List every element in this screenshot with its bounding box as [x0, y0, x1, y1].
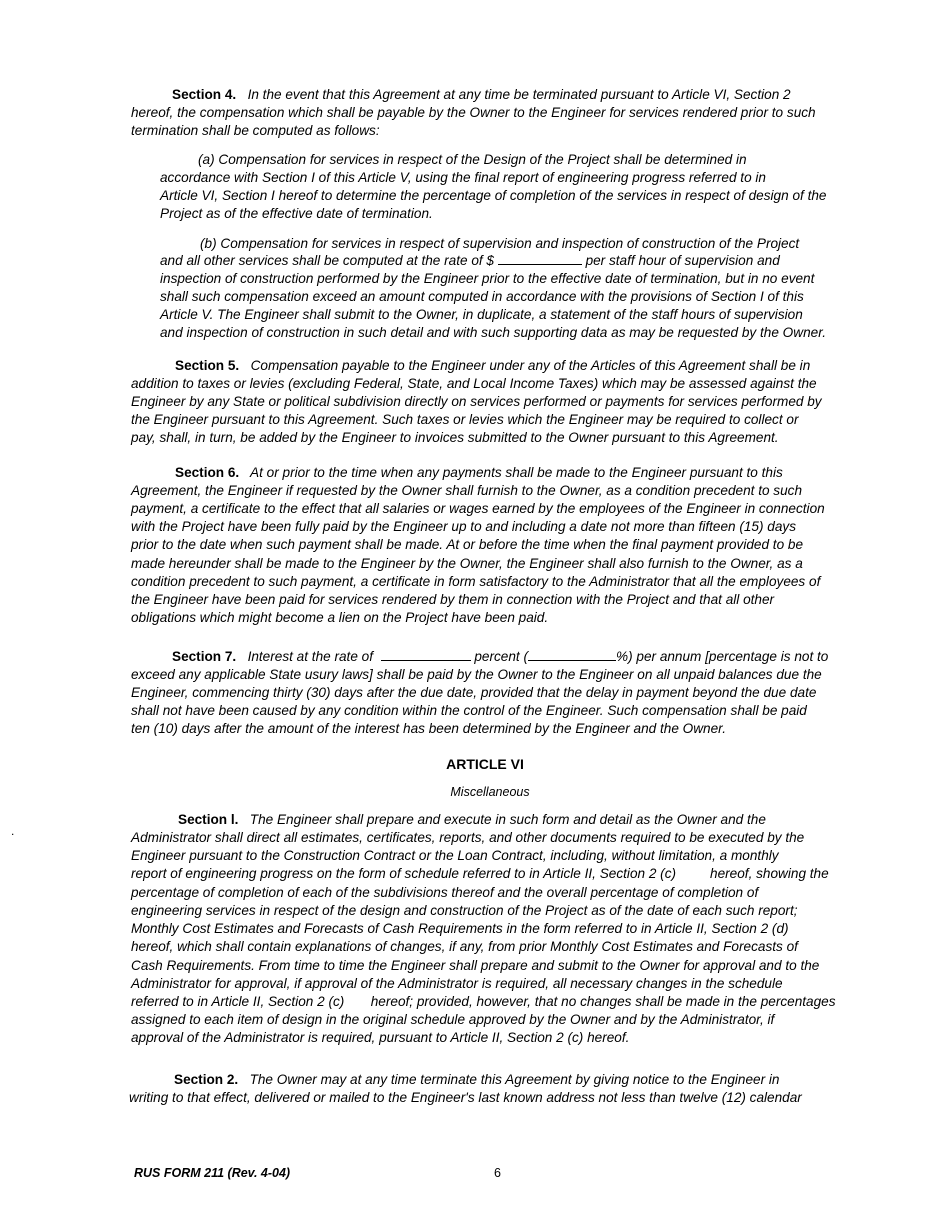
section-4a-line-4: Project as of the effective date of termination.: [160, 206, 433, 221]
section-6-line-2: Agreement, the Engineer if requested by the Owner shall furnish to the Owner, as a condition precedent to such: [131, 483, 803, 498]
section-4b-line-4: shall such compensation exceed an amount computed in accordance with the provisions of Section I of this: [160, 289, 804, 304]
article-vi-section-1-line-3: Engineer pursuant to the Construction Contract or the Loan Contract, including, without limitation, a monthly: [131, 848, 779, 863]
section-4b-line-2: and all other services shall be computed at the rate of $ per staff hour of supervision and: [160, 253, 780, 268]
section-5-line-5: pay, shall, in turn, be added by the Engineer to invoices submitted to the Owner pursuant to this Agreement.: [131, 430, 779, 445]
section-7-line-3: Engineer, commencing thirty (30) days after the due date, provided that the delay in payment beyond the due date: [131, 685, 817, 700]
article-vi-section-1-line-7: Monthly Cost Estimates and Forecasts of Cash Requirements in the form referred to in Article II, Section 2 (d): [131, 921, 789, 936]
section-4b-line-5: Article V. The Engineer shall submit to the Owner, in duplicate, a statement of the staff hours of supervision: [160, 307, 803, 322]
section-4a-line-2: accordance with Section I of this Article V, using the final report of engineering progress referred to in: [160, 170, 766, 185]
section-4b-line-6: and inspection of construction in such detail and with such supporting data as may be requested by the Owner.: [160, 325, 826, 340]
section-6-line-4: with the Project have been fully paid by the Engineer up to and including a date not more than fifteen (15) days: [131, 519, 797, 534]
article-vi-section-1-line-1: Section l. The Engineer shall prepare and execute in such form and detail as the Owner and the: [178, 812, 766, 827]
section-6-line-5: prior to the date when such payment shall be made. At or before the time when the final payment provided to be: [131, 537, 804, 552]
section-5-line-3: Engineer by any State or political subdivision directly on services performed or payments for services performed by: [131, 394, 822, 409]
article-vi-section-2-heading: Section 2.: [174, 1072, 239, 1087]
section-4-line-1: Section 4. In the event that this Agreement at any time be terminated pursuant to Article VI, Section 2: [172, 87, 791, 102]
section-7-heading: Section 7.: [172, 649, 237, 664]
interest-rate-words-blank-field[interactable]: [381, 648, 471, 661]
section-4-line-3: termination shall be computed as follows:: [131, 123, 380, 138]
section-7-line-1: Section 7. Interest at the rate of percent ( %) per annum [percentage is not to: [172, 649, 829, 664]
section-6-line-8: the Engineer have been paid for services rendered by them in connection with the Project and that all other: [131, 592, 775, 607]
article-vi-section-1-line-10: Administrator for approval, if approval of the Administrator is required, all necessary changes in the schedule: [131, 976, 783, 991]
article-vi-section-1-line-12: assigned to each item of design in the original schedule approved by the Owner and by the Administrator, if: [131, 1012, 775, 1027]
section-5-line-4: the Engineer pursuant to this Agreement. Such taxes or levies which the Engineer may be required to collect or: [131, 412, 799, 427]
article-vi-section-1-line-5: percentage of completion of each of the subdivisions thereof and the overall percentage of completion of: [131, 885, 759, 900]
section-4a-line-3: Article VI, Section I hereof to determine the percentage of completion of the services in respect of design of the: [160, 188, 827, 203]
section-7-line-2: exceed any applicable State usury laws] shall be paid by the Owner to the Engineer on all unpaid balances due the: [131, 667, 822, 682]
rate-blank-field[interactable]: [498, 252, 582, 265]
article-vi-section-1-heading: Section l.: [178, 812, 239, 827]
section-4-line-2: hereof, the compensation which shall be payable by the Owner to the Engineer for services rendered prior to such: [131, 105, 816, 120]
section-7-line-5: ten (10) days after the amount of the interest has been determined by the Engineer and the Owner.: [131, 721, 726, 736]
section-6-line-6: made hereunder shall be made to the Engineer by the Owner, the Engineer shall also furnish to the Owner, as a: [131, 556, 803, 571]
article-vi-section-1-line-2: Administrator shall direct all estimates, certificates, reports, and other documents required to be executed by the: [131, 830, 805, 845]
page-number: 6: [494, 1166, 501, 1180]
section-6-line-7: condition precedent to such payment, a certificate in form satisfactory to the Administrator that all the employees of: [131, 574, 821, 589]
margin-mark: .: [11, 824, 15, 838]
article-vi-section-1-line-11: referred to in Article II, Section 2 (c) hereof; provided, however, that no changes shall be made in the percentages: [131, 994, 836, 1009]
article-vi-section-1-line-13: approval of the Administrator is required, pursuant to Article II, Section 2 (c) hereof.: [131, 1030, 630, 1045]
article-vi-section-2-line-2: writing to that effect, delivered or mailed to the Engineer's last known address not less than twelve (12) calendar: [129, 1090, 802, 1105]
section-5-line-1: Section 5. Compensation payable to the Engineer under any of the Articles of this Agreement shall be in: [175, 358, 811, 373]
section-6-line-1: Section 6. At or prior to the time when any payments shall be made to the Engineer pursuant to this: [175, 465, 783, 480]
form-number: RUS FORM 211 (Rev. 4-04): [134, 1166, 291, 1180]
section-5-heading: Section 5.: [175, 358, 240, 373]
section-6-line-3: payment, a certificate to the effect that all salaries or wages earned by the employees of the Engineer in connection: [131, 501, 825, 516]
article-vi-title: ARTICLE VI: [446, 756, 524, 772]
section-6-heading: Section 6.: [175, 465, 240, 480]
article-vi-section-1-line-6: engineering services in respect of the design and construction of the Project as of the date of each such report;: [131, 903, 798, 918]
section-4-heading: Section 4.: [172, 87, 237, 102]
article-vi-section-2-line-1: Section 2. The Owner may at any time terminate this Agreement by giving notice to the Engineer in: [174, 1072, 780, 1087]
section-4b-line-1: (b) Compensation for services in respect of supervision and inspection of construction of the Project: [200, 236, 800, 251]
section-7-line-4: shall not have been caused by any condition within the control of the Engineer. Such compensation shall be paid: [131, 703, 807, 718]
section-5-line-2: addition to taxes or levies (excluding Federal, State, and Local Income Taxes) which may be assessed against the: [131, 376, 817, 391]
section-4b-line-3: inspection of construction performed by the Engineer prior to the effective date of termination, but in no event: [160, 271, 815, 286]
article-vi-section-1-line-9: Cash Requirements. From time to time the Engineer shall prepare and submit to the Owner for approval and to the: [131, 958, 820, 973]
section-6-line-9: obligations which might become a lien on the Project have been paid.: [131, 610, 549, 625]
section-4a-line-1: (a) Compensation for services in respect of the Design of the Project shall be determined in: [198, 152, 747, 167]
article-vi-subtitle: Miscellaneous: [450, 785, 530, 799]
article-vi-section-1-line-8: hereof, which shall contain explanations of changes, if any, from prior Monthly Cost Estimates and Forecasts of: [131, 939, 798, 954]
article-vi-section-1-line-4: report of engineering progress on the form of schedule referred to in Article II, Section 2 (c) hereof, showing the: [131, 866, 829, 881]
interest-rate-number-blank-field[interactable]: [528, 648, 616, 661]
